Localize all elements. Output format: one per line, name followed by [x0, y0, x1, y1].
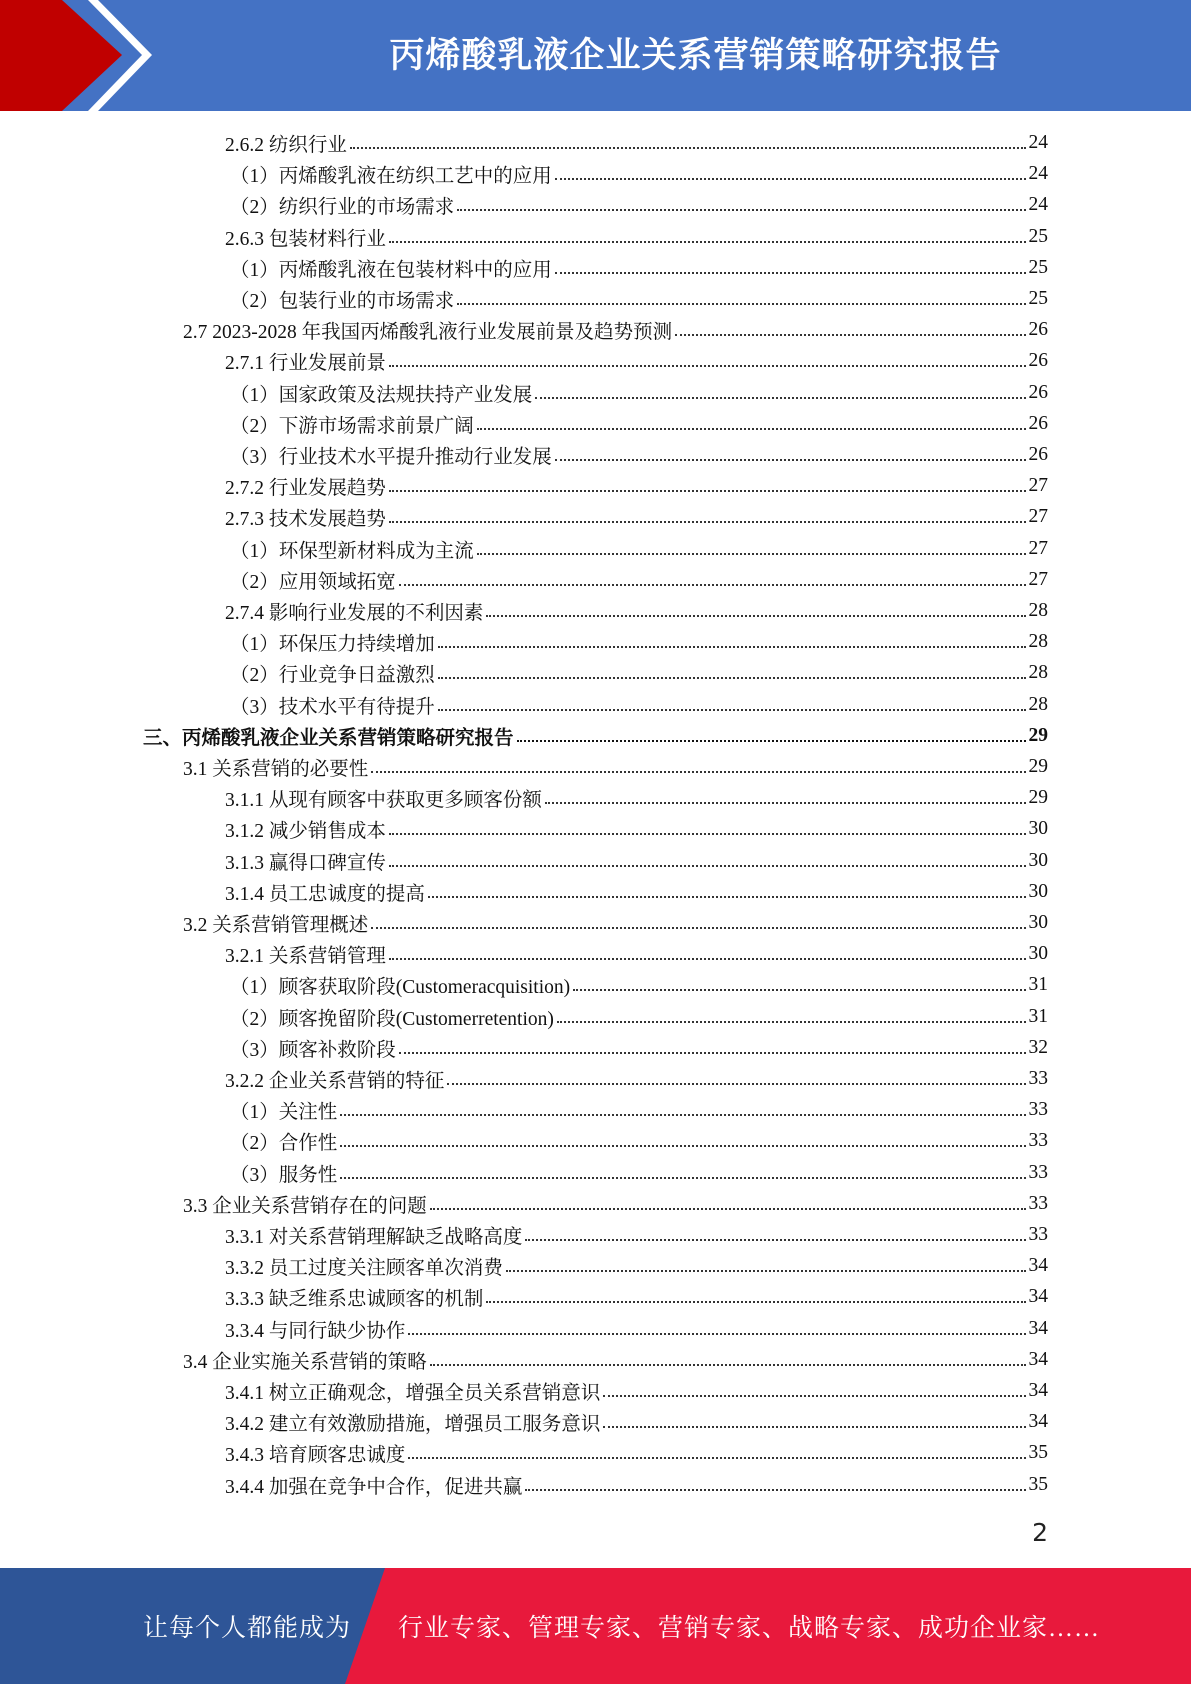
toc-leader-dots [557, 1021, 1026, 1023]
toc-entry[interactable] [230, 1126, 1048, 1156]
toc-leader-dots [555, 459, 1026, 461]
toc-leader-dots [389, 241, 1026, 243]
toc-leader-dots [457, 209, 1025, 211]
toc-entry-title: （1）丙烯酸乳液在包装材料中的应用 [230, 259, 552, 281]
toc-entry[interactable] [230, 409, 1048, 439]
toc-leader-dots [603, 1395, 1025, 1397]
toc-entry[interactable] [230, 1095, 1048, 1125]
toc-entry-page: 34 [1028, 1411, 1048, 1433]
toc-entry[interactable] [225, 1251, 1048, 1281]
toc-entry[interactable] [230, 284, 1048, 314]
toc-entry-page: 24 [1028, 163, 1048, 185]
toc-entry-title: （2）包装行业的市场需求 [230, 291, 455, 312]
toc-leader-dots [535, 397, 1025, 399]
toc-entry-title: 3.2.2 企业关系营销的特征 [225, 1071, 445, 1092]
toc-leader-dots [340, 1145, 1025, 1147]
toc-leader-dots [506, 1270, 1026, 1272]
toc-leader-dots [555, 272, 1026, 274]
toc-entry-title: （1）关注性 [230, 1102, 338, 1124]
toc-leader-dots [399, 584, 1026, 586]
toc-leader-dots [486, 615, 1025, 617]
toc-entry-page: 30 [1028, 912, 1048, 933]
toc-leader-dots [428, 896, 1026, 898]
toc-entry-page: 33 [1028, 1068, 1048, 1089]
toc-leader-dots [371, 927, 1025, 929]
toc-leader-dots [389, 833, 1026, 835]
toc-leader-dots [457, 303, 1025, 305]
toc-entry-page: 29 [1028, 787, 1048, 809]
toc-entry[interactable] [225, 596, 1048, 626]
toc-entry-page: 28 [1028, 693, 1048, 715]
toc-entry-page: 31 [1028, 974, 1048, 996]
toc-entry[interactable] [225, 1376, 1048, 1406]
toc-entry-page: 26 [1028, 381, 1048, 403]
toc-entry[interactable] [230, 970, 1048, 1000]
toc-entry-page: 27 [1028, 568, 1048, 590]
toc-entry-title: （1）国家政策及法规扶持产业发展 [230, 384, 533, 406]
toc-entry-page: 34 [1028, 1348, 1048, 1370]
toc-leader-dots [517, 740, 1026, 742]
toc-entry[interactable] [183, 315, 1048, 345]
page-number: 2 [1032, 1518, 1048, 1547]
toc-entry-page: 27 [1028, 506, 1048, 528]
toc-entry-title: 3.3 企业关系营销存在的问题 [183, 1195, 427, 1217]
toc-entry-page: 35 [1028, 1442, 1048, 1464]
footer-slogan-right: 行业专家、管理专家、营销专家、战略专家、成功企业家…… [398, 1615, 1101, 1642]
toc-entry-title: （3）服务性 [230, 1164, 338, 1186]
toc-entry-page: 26 [1028, 412, 1048, 434]
toc-entry[interactable] [183, 1189, 1048, 1219]
toc-entry[interactable] [225, 814, 1048, 844]
toc-entry-title: 3.3.1 对关系营销理解缺乏战略高度 [225, 1227, 523, 1248]
toc-leader-dots [603, 1426, 1025, 1428]
toc-entry-page: 26 [1028, 350, 1048, 372]
toc-entry-page: 33 [1028, 1192, 1048, 1214]
toc-entry-title: （1）顾客获取阶段(Customeracquisition) [230, 977, 571, 999]
toc-leader-dots [371, 771, 1025, 773]
toc-entry-title: 3.1 关系营销的必要性 [183, 759, 369, 780]
footer-slogan-left: 让每个人都能成为 [143, 1615, 352, 1642]
toc-entry-title: 2.7 2023-2028 年我国丙烯酸乳液行业发展前景及趋势预测 [183, 322, 673, 344]
toc-entry-title: 3.3.2 员工过度关注顾客单次消费 [225, 1258, 503, 1280]
toc-entry-title: 3.2 关系营销管理概述 [183, 915, 369, 936]
toc-entry-title: 3.3.4 与同行缺少协作 [225, 1320, 406, 1342]
toc-entry-title: 2.6.2 纺织行业 [225, 135, 347, 156]
toc-leader-dots [350, 147, 1026, 149]
toc-leader-dots [555, 178, 1026, 180]
toc-entry-title: 2.7.2 行业发展趋势 [225, 478, 386, 500]
toc-leader-dots [438, 646, 1026, 648]
toc-entry-page: 33 [1028, 1099, 1048, 1121]
toc-entry-page: 33 [1028, 1161, 1048, 1183]
toc-entry[interactable] [230, 627, 1048, 657]
toc-entry[interactable] [225, 1314, 1048, 1344]
toc-entry-title: （2）合作性 [230, 1133, 338, 1155]
toc-entry[interactable] [230, 440, 1048, 470]
toc-leader-dots [675, 334, 1025, 336]
toc-leader-dots [340, 1114, 1025, 1116]
toc-entry-page: 24 [1028, 132, 1048, 153]
toc-leader-dots [477, 553, 1026, 555]
toc-leader-dots [438, 677, 1026, 679]
toc-entry-title: （1）环保压力持续增加 [230, 634, 435, 656]
toc-entry-title: （2）下游市场需求前景广阔 [230, 415, 474, 437]
toc-entry[interactable] [225, 877, 1048, 907]
toc-entry-page: 28 [1028, 662, 1048, 684]
toc-entry-title: 3.2.1 关系营销管理 [225, 946, 386, 968]
document-title: 丙烯酸乳液企业关系营销策略研究报告 [389, 36, 1002, 76]
page-header [0, 0, 1191, 111]
toc-leader-dots [430, 1364, 1026, 1366]
toc-entry-title: 3.1.2 减少销售成本 [225, 821, 386, 843]
toc-leader-dots [486, 1301, 1025, 1303]
toc-leader-dots [389, 490, 1026, 492]
toc-leader-dots [408, 1333, 1025, 1335]
toc-entry[interactable] [225, 1407, 1048, 1437]
toc-entry-title: （2）行业竞争日益激烈 [230, 665, 435, 687]
toc-entry-title: （3）技术水平有待提升 [230, 696, 435, 718]
toc-entry[interactable] [225, 783, 1048, 813]
toc-entry-page: 24 [1028, 194, 1048, 216]
toc-entry[interactable] [230, 1033, 1048, 1063]
toc-entry[interactable] [230, 378, 1048, 408]
toc-leader-dots [438, 709, 1026, 711]
toc-entry-title: 3.4.3 培育顾客忠诚度 [225, 1445, 406, 1467]
toc-entry[interactable] [230, 658, 1048, 688]
toc-entry-title: 3.4.4 加强在竞争中合作，促进共赢 [225, 1476, 523, 1498]
toc-entry-page: 30 [1028, 943, 1048, 965]
toc-entry-title: 3.3.3 缺乏维系忠诚顾客的机制 [225, 1289, 484, 1311]
toc-entry-title: 3.1.1 从现有顾客中获取更多顾客份额 [225, 790, 542, 812]
toc-entry[interactable] [225, 1438, 1048, 1468]
toc-entry-page: 26 [1028, 319, 1048, 341]
toc-entry-page: 28 [1028, 631, 1048, 653]
toc-entry-page: 30 [1028, 849, 1048, 871]
toc-entry-page: 27 [1028, 475, 1048, 497]
toc-entry-page: 30 [1028, 818, 1048, 840]
toc-entry-title: （2）纺织行业的市场需求 [230, 197, 455, 219]
toc-entry-title: 3.1.4 员工忠诚度的提高 [225, 883, 425, 905]
toc-leader-dots [389, 865, 1026, 867]
toc-entry-title: （1）环保型新材料成为主流 [230, 540, 474, 562]
toc-entry-page: 34 [1028, 1380, 1048, 1401]
toc-entry-page: 31 [1028, 1005, 1048, 1027]
toc-leader-dots [573, 989, 1025, 991]
toc-entry-title: 3.4 企业实施关系营销的策略 [183, 1351, 427, 1373]
toc-entry-page: 25 [1028, 225, 1048, 247]
toc-entry-title: 3.1.3 赢得口碑宣传 [225, 852, 386, 874]
toc-entry-page: 26 [1028, 444, 1048, 465]
toc-leader-dots [389, 521, 1026, 523]
toc-entry[interactable] [183, 752, 1048, 782]
toc-leader-dots [389, 958, 1026, 960]
toc-entry[interactable] [225, 1064, 1048, 1094]
toc-entry-page: 33 [1028, 1224, 1048, 1245]
toc-leader-dots [389, 365, 1026, 367]
toc-entry[interactable] [225, 346, 1048, 376]
toc-entry[interactable] [230, 534, 1048, 564]
header-arrow-decoration [0, 0, 160, 111]
toc-leader-dots [545, 802, 1026, 804]
toc-entry-page: 28 [1028, 600, 1048, 621]
toc-entry-page: 33 [1028, 1130, 1048, 1152]
toc-leader-dots [447, 1083, 1025, 1085]
toc-entry-page: 29 [1028, 756, 1048, 777]
toc-leader-dots [477, 428, 1026, 430]
page-footer [0, 1568, 1191, 1684]
toc-entry-title: （2）顾客挽留阶段(Customerretention) [230, 1008, 554, 1030]
toc-entry[interactable] [225, 128, 1048, 158]
toc-entry-page: 29 [1028, 724, 1048, 746]
toc-entry-page: 34 [1028, 1317, 1048, 1339]
toc-entry[interactable] [225, 1282, 1048, 1312]
toc-entry[interactable] [143, 721, 1048, 751]
toc-entry[interactable] [230, 1002, 1048, 1032]
toc-entry-title: （3）顾客补救阶段 [230, 1039, 396, 1061]
toc-leader-dots [408, 1457, 1025, 1459]
toc-entry[interactable] [225, 1470, 1048, 1500]
toc-entry[interactable] [230, 190, 1048, 220]
toc-entry-page: 34 [1028, 1255, 1048, 1277]
toc-entry-title: （2）应用领域拓宽 [230, 571, 396, 593]
toc-leader-dots [525, 1489, 1025, 1491]
toc-entry-page: 32 [1028, 1036, 1048, 1058]
toc-leader-dots [340, 1177, 1025, 1179]
toc-entry-title: 3.4.2 建立有效激励措施，增强员工服务意识 [225, 1414, 601, 1436]
toc-entry-title: （3）行业技术水平提升推动行业发展 [230, 447, 552, 468]
toc-entry[interactable] [230, 159, 1048, 189]
toc-entry[interactable] [225, 846, 1048, 876]
toc-entry[interactable] [225, 502, 1048, 532]
toc-entry[interactable] [230, 1158, 1048, 1188]
toc-entry-title: 2.6.3 包装材料行业 [225, 228, 386, 250]
toc-entry[interactable] [230, 253, 1048, 283]
toc-entry[interactable] [230, 690, 1048, 720]
toc-entry-page: 25 [1028, 256, 1048, 278]
toc-entry[interactable] [230, 565, 1048, 595]
toc-leader-dots [430, 1208, 1026, 1210]
toc-entry[interactable] [225, 1220, 1048, 1250]
toc-entry-title: 2.7.3 技术发展趋势 [225, 509, 386, 531]
toc-entry-page: 25 [1028, 288, 1048, 309]
toc-entry-title: 3.4.1 树立正确观念，增强全员关系营销意识 [225, 1383, 601, 1404]
toc-entry[interactable] [225, 222, 1048, 252]
toc-entry-title: 2.7.1 行业发展前景 [225, 353, 386, 375]
toc-entry[interactable] [183, 908, 1048, 938]
toc-entry-page: 35 [1028, 1473, 1048, 1495]
toc-leader-dots [525, 1239, 1025, 1241]
toc-entry[interactable] [225, 939, 1048, 969]
toc-entry-page: 27 [1028, 537, 1048, 559]
toc-entry-page: 30 [1028, 880, 1048, 902]
toc-entry-title: 2.7.4 影响行业发展的不利因素 [225, 603, 484, 624]
toc-entry-title: 三、丙烯酸乳液企业关系营销策略研究报告 [143, 727, 514, 749]
toc-entry[interactable] [225, 471, 1048, 501]
toc-leader-dots [399, 1052, 1026, 1054]
toc-entry[interactable] [183, 1345, 1048, 1375]
toc-entry-page: 34 [1028, 1286, 1048, 1308]
toc-entry-title: （1）丙烯酸乳液在纺织工艺中的应用 [230, 166, 552, 188]
